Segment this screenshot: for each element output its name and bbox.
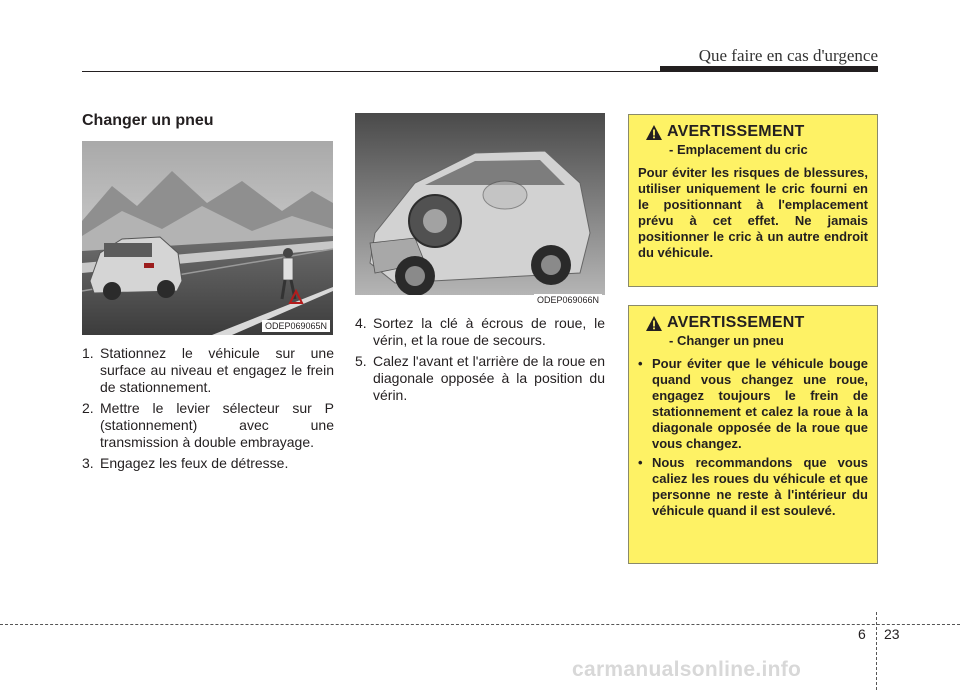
warning-body: Pour éviter les risques de blessures, utiliser uniquement le cric fourni en le positionnant à l'emplacement prévu à cet effet. Ne jamais positionner le cric à un autre endroit du véhicule. [638, 165, 868, 260]
watermark: carmanualsonline.info [572, 658, 802, 681]
warning-subtitle: - Changer un pneu [669, 333, 784, 348]
steps-list-right [355, 315, 605, 408]
step-text: Mettre le levier sélecteur sur P (stationnement) avec une transmission à double embrayage. [100, 400, 334, 450]
steps-list-left [82, 345, 334, 476]
step-text: Sortez la clé à écrous de roue, le vérin, et la roue de secours. [373, 315, 605, 348]
warning-list-item [638, 356, 868, 452]
warning-header [646, 123, 868, 141]
step-number: 2. [82, 400, 94, 416]
warning-header [646, 314, 868, 332]
step-text: Stationnez le véhicule sur une surface au niveau et engagez le frein de stationnement. [100, 345, 334, 395]
warning-triangle-icon [646, 125, 662, 140]
step-text: Calez l'avant et l'arrière de la roue en diagonale opposée à la position du vérin. [373, 353, 605, 403]
figure-caption: ODEP069066N [534, 294, 602, 306]
chapter-number: 6 [858, 626, 866, 642]
step-number: 4. [355, 315, 367, 331]
vehicle-cutaway-illustration [355, 113, 605, 309]
roadside-illustration [82, 141, 333, 335]
step-item [82, 345, 334, 396]
step-text: Engagez les feux de détresse. [100, 455, 289, 471]
spare-wheel [409, 195, 461, 247]
warning-subtitle: - Emplacement du cric [669, 142, 808, 157]
warning-list [638, 356, 868, 519]
warning-item-text: Pour éviter que le véhicule bouge quand vous changez une roue, engagez toujours le frein de stationnement et calez la roue à la diagonale opposée de la roue que vous changez. [652, 356, 868, 451]
warning-title: AVERTISSEMENT [667, 123, 805, 140]
figure-caption: ODEP069065N [262, 320, 330, 332]
step-item [355, 353, 605, 404]
warning-list-item [638, 455, 868, 519]
step-item [82, 400, 334, 451]
page-number: 23 [884, 626, 900, 642]
figure-roadside-parking [82, 141, 333, 335]
header-title: Que faire en cas d'urgence [698, 46, 878, 65]
bullet: • [638, 356, 643, 371]
figure-spare-wheel-location [355, 113, 605, 309]
warning-item-text: Nous recommandons que vous caliez les roues du véhicule et que personne ne reste à l'intérieur du véhicule quand il est soulevé. [652, 455, 868, 518]
jack-outline [483, 181, 527, 209]
warning-triangle-icon [646, 316, 662, 331]
bullet: • [638, 455, 643, 470]
step-number: 3. [82, 455, 94, 471]
footer-dashed-rule [0, 624, 960, 625]
warning-title: AVERTISSEMENT [667, 314, 805, 331]
warning-box-changing-tire [628, 305, 878, 564]
step-number: 5. [355, 353, 367, 369]
footer-divider [876, 612, 877, 690]
warning-box-jack-location [628, 114, 878, 287]
step-item [82, 455, 334, 472]
section-title: Changer un pneu [82, 112, 214, 129]
step-item [355, 315, 605, 349]
step-number: 1. [82, 345, 94, 361]
header-accent-bar [660, 66, 878, 72]
